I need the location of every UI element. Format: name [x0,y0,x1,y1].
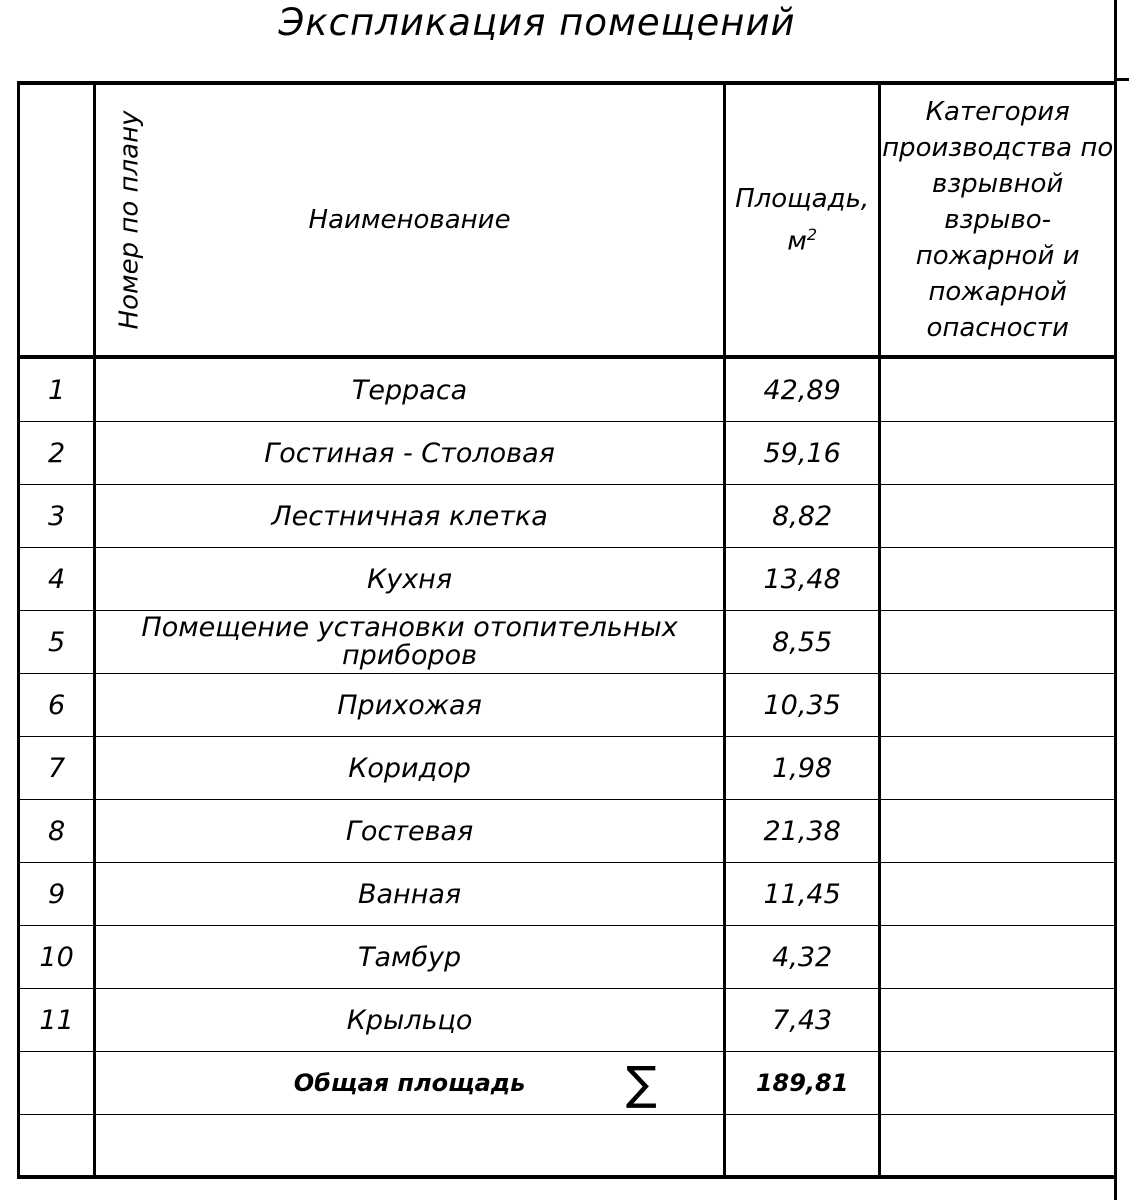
room-name-line1: Помещение установки отопительных [141,612,678,643]
total-category [880,1052,1116,1115]
table-row [19,674,1116,737]
total-area: 189,81 [724,1052,879,1115]
table-row [19,737,1116,800]
room-category [880,611,1116,674]
room-category [880,674,1116,737]
room-area: 8,82 [724,485,879,548]
room-area: 10,35 [724,674,879,737]
room-name: Коридор [95,737,725,800]
table-row [19,422,1116,485]
table-row [19,357,1116,422]
room-name: Гостиная - Столовая [95,422,725,485]
room-category [880,926,1116,989]
room-number: 11 [19,989,95,1052]
table-row [19,485,1116,548]
room-category [880,989,1116,1052]
room-area: 8,55 [724,611,879,674]
empty-cell [19,1115,95,1178]
header-category: Категория производства по взрывной взрыво-пожарной и пожарной опасности [880,83,1116,357]
room-area: 4,32 [724,926,879,989]
header-number-label: Номер по плану [114,110,145,330]
room-name: Тамбур [95,926,725,989]
room-category [880,485,1116,548]
room-name-line2: приборов [342,640,478,671]
room-number: 7 [19,737,95,800]
empty-cell [95,1115,725,1178]
room-number: 1 [19,357,95,422]
room-area: 1,98 [724,737,879,800]
room-name [95,611,725,674]
total-label: Общая площадь [293,1069,526,1097]
empty-cell [880,1115,1116,1178]
page-title: Экспликация помещений [278,1,796,44]
room-category [880,422,1116,485]
total-row [19,1052,1116,1115]
table-row [19,611,1116,674]
room-number: 3 [19,485,95,548]
room-number: 8 [19,800,95,863]
room-category [880,357,1116,422]
room-area: 11,45 [724,863,879,926]
header-area [724,83,879,357]
room-name: Кухня [95,548,725,611]
room-area: 13,48 [724,548,879,611]
room-category [880,548,1116,611]
explication-table [17,81,1117,1179]
room-area: 59,16 [724,422,879,485]
room-category [880,800,1116,863]
room-number: 10 [19,926,95,989]
room-name: Лестничная клетка [95,485,725,548]
header-name: Наименование [95,83,725,357]
header-area-label: Площадь, [735,183,870,214]
room-category [880,737,1116,800]
room-name: Гостевая [95,800,725,863]
total-label-cell [95,1052,725,1115]
table-row [19,863,1116,926]
header-area-unit: $м^2$ [787,224,818,257]
total-number [19,1052,95,1115]
room-name: Терраса [95,357,725,422]
room-number: 9 [19,863,95,926]
room-name: Крыльцо [95,989,725,1052]
room-name: Ванная [95,863,725,926]
room-name: Прихожая [95,674,725,737]
table-row [19,800,1116,863]
sum-icon: ∑ [625,1056,657,1110]
table-row [19,926,1116,989]
room-category [880,863,1116,926]
table-row [19,548,1116,611]
room-number: 4 [19,548,95,611]
room-area: 42,89 [724,357,879,422]
empty-cell [724,1115,879,1178]
header-number [19,83,145,357]
empty-row [19,1115,1116,1178]
table-header-row [19,83,1116,357]
room-number: 6 [19,674,95,737]
room-area: 7,43 [724,989,879,1052]
room-number: 5 [19,611,95,674]
room-number: 2 [19,422,95,485]
room-area: 21,38 [724,800,879,863]
table-row [19,989,1116,1052]
